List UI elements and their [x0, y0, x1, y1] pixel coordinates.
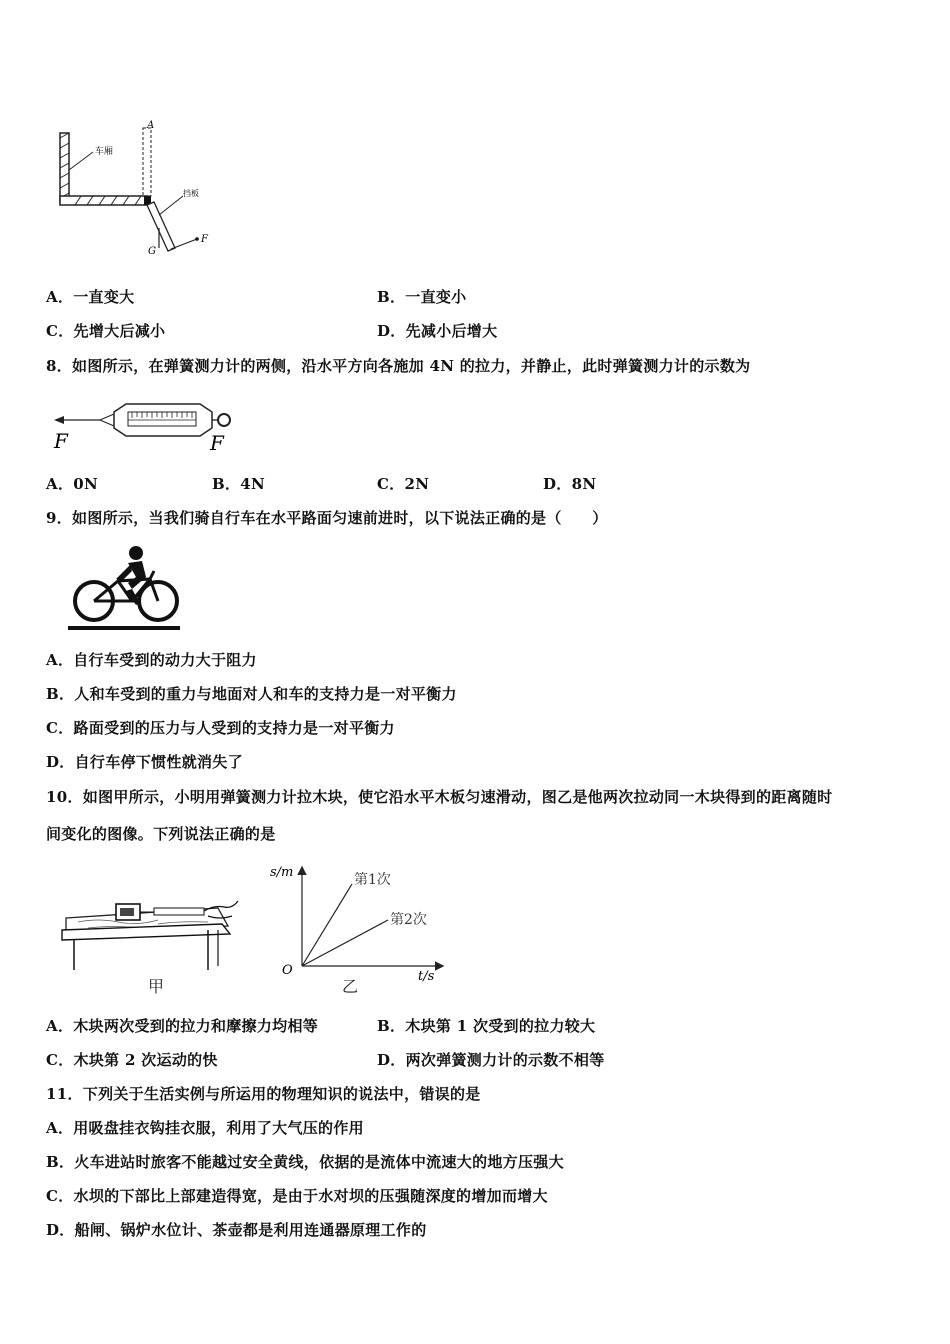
series-line-1 [302, 884, 352, 966]
q10-option-d: D．两次弹簧测力计的示数不相等 [377, 1051, 605, 1069]
series-label-2: 第2次 [390, 912, 427, 928]
q7-option-c: C．先增大后减小 [46, 322, 166, 340]
label-f-right: F [210, 431, 224, 454]
q10-option-a: A．木块两次受到的拉力和摩擦力均相等 [46, 1017, 319, 1035]
series-line-2 [302, 920, 388, 966]
label-jia: 甲 [148, 977, 165, 996]
dashed-baffle-position-a [143, 128, 151, 196]
q7-option-b: B．一直变小 [377, 288, 467, 306]
q8-option-a: A．0N [46, 475, 98, 493]
spring-scale [154, 908, 204, 915]
axis-y-label: s/m [270, 865, 294, 880]
label-g: G [148, 246, 156, 257]
q10-option-b: B．木块第 1 次受到的拉力较大 [377, 1017, 596, 1035]
q8-option-b: B．4N [212, 475, 266, 493]
q11-stem: 11．下列关于生活实例与所运用的物理知识的说法中，错误的是 [46, 1085, 481, 1103]
q8-option-d: D．8N [543, 475, 597, 493]
q7-truck-figure [55, 118, 225, 263]
q11-option-d: D．船闸、锅炉水位计、茶壶都是利用连通器原理工作的 [46, 1221, 427, 1239]
ground [68, 626, 180, 630]
q10-stem-line1: 10．如图甲所示，小明用弹簧测力计拉木块，使它沿水平木板匀速滑动，图乙是他两次拉动同一木块得到的距离随时 [46, 788, 833, 806]
label-a: A [147, 120, 155, 131]
q8-spring-scale-figure [50, 398, 235, 454]
q7-option-d: D．先减小后增大 [377, 322, 498, 340]
truck-box-floor [60, 196, 148, 205]
force-f-arrow [171, 239, 197, 249]
q11-option-a: A．用吸盘挂衣钩挂衣服，利用了大气压的作用 [46, 1119, 364, 1137]
ring [218, 414, 230, 426]
q8-stem: 8．如图所示，在弹簧测力计的两侧，沿水平方向各施加 4N 的拉力，并静止，此时弹簧测力计的示数为 [46, 357, 751, 375]
q9-stem: 9．如图所示，当我们骑自行车在水平路面匀速前进时，以下说法正确的是（ ） [46, 509, 608, 527]
label-chexiang: 车厢 [95, 147, 114, 157]
q10-figure-jia [58, 878, 258, 996]
q11-option-b: B．火车进站时旅客不能越过安全黄线，依据的是流体中流速大的地方压强大 [46, 1153, 564, 1171]
q10-chart-yi [270, 862, 450, 998]
tilted-baffle [147, 202, 175, 251]
q9-option-b: B．人和车受到的重力与地面对人和车的支持力是一对平衡力 [46, 685, 457, 703]
q9-cyclist-figure [66, 543, 182, 633]
rider-body [128, 561, 146, 589]
series-label-1: 第1次 [354, 872, 391, 888]
q7-option-a: A．一直变大 [46, 288, 135, 306]
origin-label: O [282, 963, 293, 978]
q8-option-c: C．2N [377, 475, 430, 493]
q10-option-c: C．木块第 2 次运动的快 [46, 1051, 218, 1069]
axis-x-label: t/s [418, 969, 435, 984]
label-yi: 乙 [342, 977, 359, 996]
q9-option-c: C．路面受到的压力与人受到的支持力是一对平衡力 [46, 719, 395, 737]
rider-head [129, 546, 143, 560]
leader-dangban [159, 196, 183, 215]
leader-chexiang [69, 152, 93, 170]
q9-option-d: D．自行车停下惯性就消失了 [46, 753, 243, 771]
label-dangban: 挡板 [183, 189, 199, 198]
q9-option-a: A．自行车受到的动力大于阻力 [46, 651, 257, 669]
q10-stem-line2: 间变化的图像。下列说法正确的是 [46, 825, 276, 843]
label-f-left: F [54, 429, 68, 453]
q11-option-c: C．水坝的下部比上部建造得宽，是由于水对坝的压强随深度的增加而增大 [46, 1187, 548, 1205]
truck-box-wall [60, 133, 69, 203]
label-f: F [201, 234, 208, 245]
